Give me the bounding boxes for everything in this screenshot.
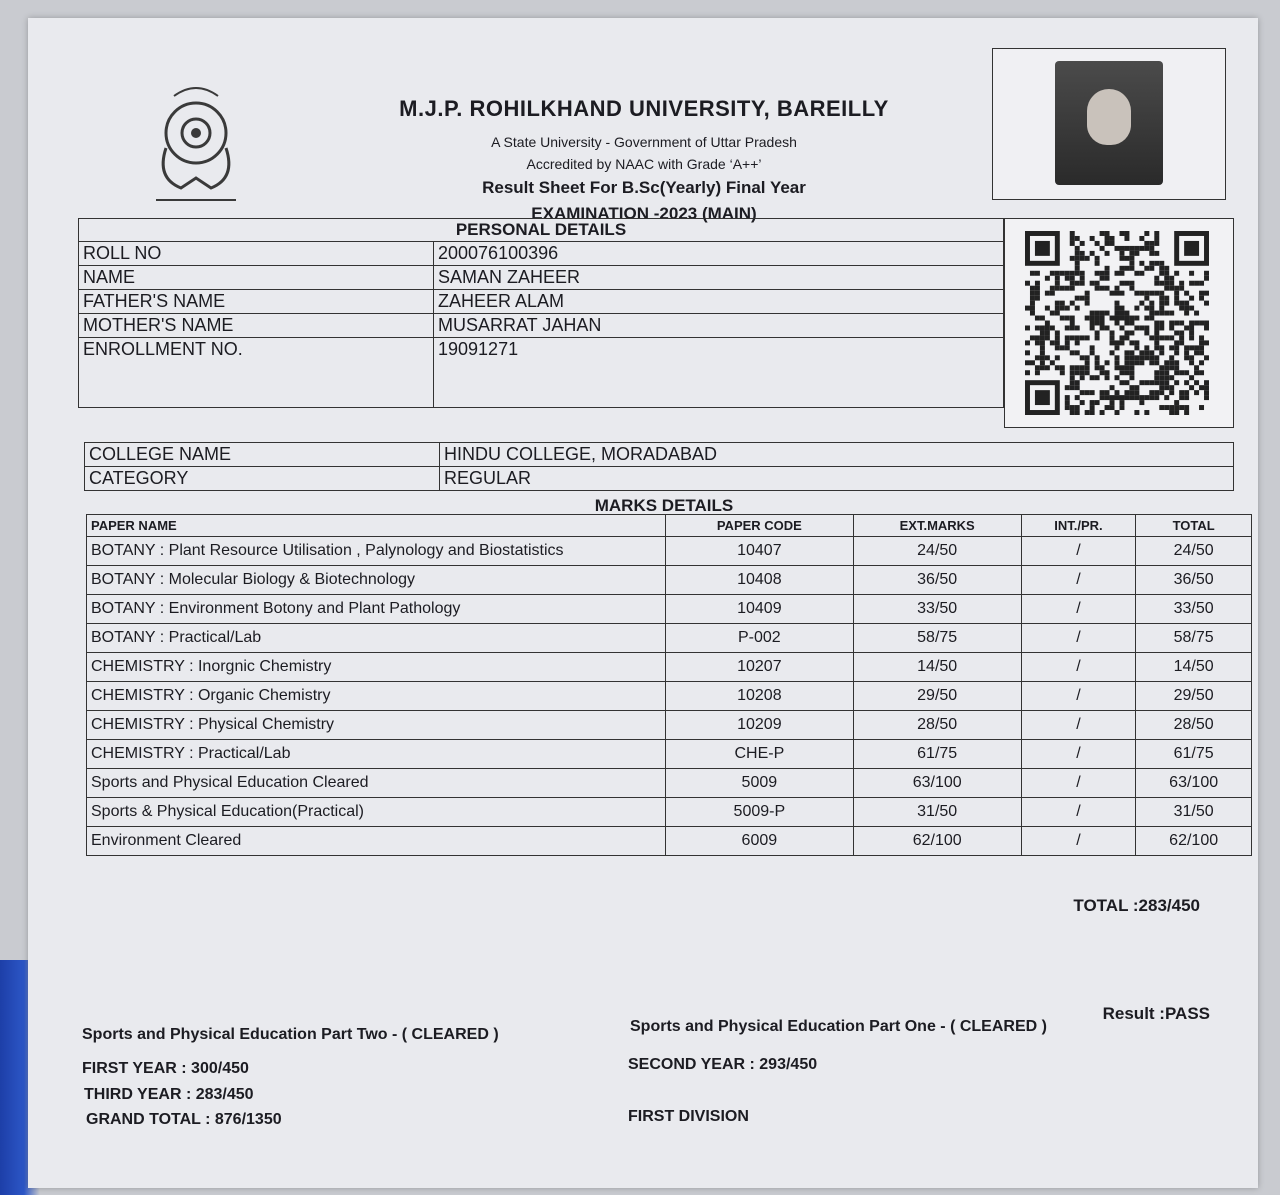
second-year-marks: SECOND YEAR : 293/450 [628, 1056, 818, 1073]
spe-part-two: Sports and Physical Education Part Two - ( CLEARED ) [82, 1026, 499, 1043]
student-photo [1055, 61, 1163, 185]
ext-marks-cell: 36/50 [853, 566, 1021, 595]
enrollment-value: 19091271 [434, 338, 1004, 408]
exam-title: EXAMINATION -2023 (MAIN) [531, 204, 757, 223]
paper-name-cell: CHEMISTRY : Organic Chemistry [87, 682, 666, 711]
photo-frame [992, 48, 1226, 200]
total-cell: 29/50 [1136, 682, 1252, 711]
total-cell: 28/50 [1136, 711, 1252, 740]
father-name-value: ZAHEER ALAM [434, 290, 1004, 314]
ext-marks-cell: 61/75 [853, 740, 1021, 769]
int-pr-cell: / [1021, 711, 1136, 740]
table-row [87, 624, 1252, 653]
ext-marks-cell: 33/50 [853, 595, 1021, 624]
result-status: Result :PASS [1102, 1004, 1210, 1023]
total-cell: 31/50 [1136, 798, 1252, 827]
paper-name-cell: CHEMISTRY : Practical/Lab [87, 740, 666, 769]
paper-code-cell: 10207 [666, 653, 854, 682]
first-year-marks: FIRST YEAR : 300/450 [82, 1060, 249, 1077]
mother-name-label: MOTHER'S NAME [79, 314, 434, 338]
mother-name-value: MUSARRAT JAHAN [434, 314, 1004, 338]
table-row [79, 290, 1004, 314]
paper-name-cell: CHEMISTRY : Inorgnic Chemistry [87, 653, 666, 682]
table-row [87, 682, 1252, 711]
total-cell: 24/50 [1136, 537, 1252, 566]
category-label: CATEGORY [85, 467, 440, 491]
ext-marks-cell: 28/50 [853, 711, 1021, 740]
ext-marks-cell: 14/50 [853, 653, 1021, 682]
sheet-header [74, 48, 1224, 223]
marks-header-row [87, 515, 1252, 537]
col-total: TOTAL [1136, 515, 1252, 537]
marks-details-heading: MARKS DETAILS [594, 496, 734, 515]
paper-name-cell: Sports & Physical Education(Practical) [87, 798, 666, 827]
ext-marks-cell: 24/50 [853, 537, 1021, 566]
division: FIRST DIVISION [628, 1108, 749, 1125]
table-row [79, 266, 1004, 290]
enrollment-label: ENROLLMENT NO. [79, 338, 434, 408]
paper-code-cell: 10409 [666, 595, 854, 624]
int-pr-cell: / [1021, 566, 1136, 595]
sheet-title: Result Sheet For B.Sc(Yearly) Final Year [482, 178, 806, 197]
int-pr-cell: / [1021, 740, 1136, 769]
table-row [87, 798, 1252, 827]
total-cell: 58/75 [1136, 624, 1252, 653]
overall-total: TOTAL :283/450 [1073, 896, 1200, 915]
col-int-pr: INT./PR. [1021, 515, 1136, 537]
category-value: REGULAR [440, 467, 1234, 491]
table-row [87, 595, 1252, 624]
table-row [85, 467, 1234, 491]
int-pr-cell: / [1021, 769, 1136, 798]
spe-part-one: Sports and Physical Education Part One - ( CLEARED ) [630, 1018, 1047, 1035]
paper-name-cell: BOTANY : Molecular Biology & Biotechnology [87, 566, 666, 595]
paper-code-cell: 5009-P [666, 798, 854, 827]
accreditation: Accredited by NAAC with Grade ‘A++’ [526, 156, 762, 172]
int-pr-cell: / [1021, 595, 1136, 624]
college-label: COLLEGE NAME [85, 443, 440, 467]
table-row [87, 537, 1252, 566]
table-row [87, 566, 1252, 595]
college-value: HINDU COLLEGE, MORADABAD [440, 443, 1234, 467]
table-row [87, 653, 1252, 682]
paper-name-cell: BOTANY : Environment Botony and Plant Pathology [87, 595, 666, 624]
table-row [85, 443, 1234, 467]
paper-name-cell: BOTANY : Plant Resource Utilisation , Palynology and Biostatistics [87, 537, 666, 566]
university-status: A State University - Government of Uttar Pradesh [491, 134, 797, 150]
int-pr-cell: / [1021, 537, 1136, 566]
result-sheet [28, 18, 1258, 1188]
father-name-label: FATHER'S NAME [79, 290, 434, 314]
col-paper-code: PAPER CODE [666, 515, 854, 537]
personal-details-heading: PERSONAL DETAILS [79, 219, 1004, 242]
int-pr-cell: / [1021, 624, 1136, 653]
ext-marks-cell: 31/50 [853, 798, 1021, 827]
paper-name-cell: Environment Cleared [87, 827, 666, 856]
paper-code-cell: 10407 [666, 537, 854, 566]
paper-code-cell: 6009 [666, 827, 854, 856]
total-cell: 62/100 [1136, 827, 1252, 856]
ext-marks-cell: 62/100 [853, 827, 1021, 856]
table-row [87, 711, 1252, 740]
personal-details-table [78, 218, 1004, 408]
university-name: M.J.P. ROHILKHAND UNIVERSITY, BAREILLY [399, 96, 889, 121]
total-cell: 61/75 [1136, 740, 1252, 769]
paper-name-cell: BOTANY : Practical/Lab [87, 624, 666, 653]
paper-code-cell: 10408 [666, 566, 854, 595]
paper-name-cell: Sports and Physical Education Cleared [87, 769, 666, 798]
total-cell: 33/50 [1136, 595, 1252, 624]
table-row [87, 827, 1252, 856]
name-value: SAMAN ZAHEER [434, 266, 1004, 290]
total-cell: 63/100 [1136, 769, 1252, 798]
qr-code [1004, 218, 1234, 428]
ext-marks-cell: 58/75 [853, 624, 1021, 653]
roll-no-value: 200076100396 [434, 242, 1004, 266]
paper-code-cell: P-002 [666, 624, 854, 653]
ext-marks-cell: 29/50 [853, 682, 1021, 711]
total-cell: 14/50 [1136, 653, 1252, 682]
paper-name-cell: CHEMISTRY : Physical Chemistry [87, 711, 666, 740]
paper-code-cell: CHE-P [666, 740, 854, 769]
ext-marks-cell: 63/100 [853, 769, 1021, 798]
marks-table [86, 514, 1252, 856]
col-paper-name: PAPER NAME [87, 515, 666, 537]
table-row [79, 338, 1004, 408]
college-table [84, 442, 1234, 491]
roll-no-label: ROLL NO [79, 242, 434, 266]
int-pr-cell: / [1021, 798, 1136, 827]
table-row [79, 314, 1004, 338]
table-row [87, 740, 1252, 769]
third-year-marks: THIRD YEAR : 283/450 [84, 1086, 254, 1103]
table-row [79, 242, 1004, 266]
paper-code-cell: 10209 [666, 711, 854, 740]
int-pr-cell: / [1021, 682, 1136, 711]
int-pr-cell: / [1021, 653, 1136, 682]
col-ext-marks: EXT.MARKS [853, 515, 1021, 537]
table-row [87, 769, 1252, 798]
grand-total: GRAND TOTAL : 876/1350 [86, 1111, 282, 1128]
paper-code-cell: 5009 [666, 769, 854, 798]
university-emblem-icon [136, 78, 256, 208]
int-pr-cell: / [1021, 827, 1136, 856]
name-label: NAME [79, 266, 434, 290]
paper-code-cell: 10208 [666, 682, 854, 711]
total-cell: 36/50 [1136, 566, 1252, 595]
